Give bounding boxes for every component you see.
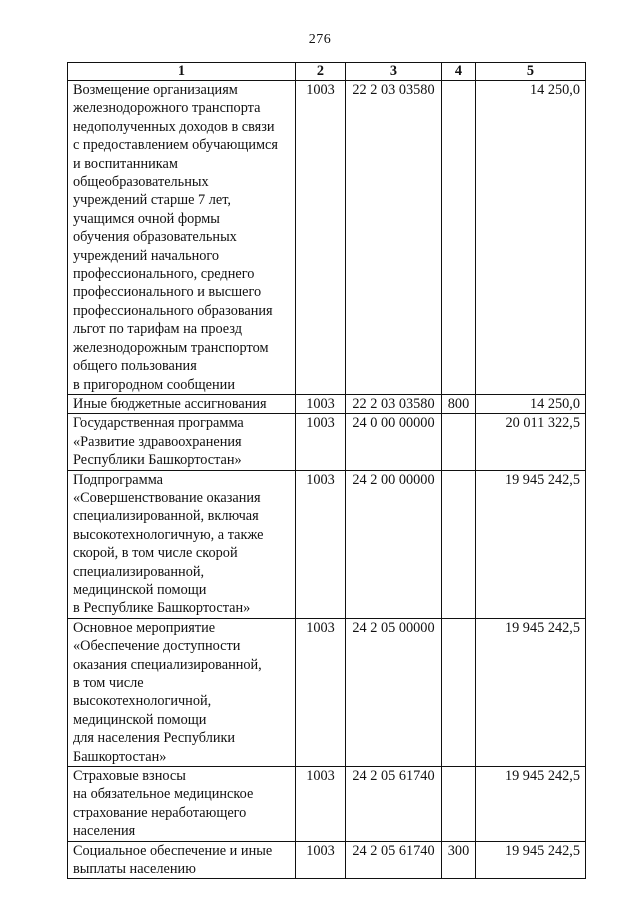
row-target-code-cell: 24 2 00 00000 — [346, 470, 442, 618]
row-name-line: выплаты населению — [73, 861, 196, 878]
row-name-line: обучения образовательных — [73, 229, 237, 246]
row-amount-cell: 20 011 322,5 — [476, 414, 586, 470]
table-row — [68, 414, 586, 470]
row-target-code-cell: 22 2 03 03580 — [346, 81, 442, 395]
header-col-2: 2 — [296, 63, 346, 81]
row-name-line: и воспитанникам — [73, 155, 178, 172]
table-row — [68, 767, 586, 842]
row-name-line: учащимся очной формы — [73, 210, 220, 227]
table-row — [68, 394, 586, 413]
row-name-line: с предоставлением обучающимся — [73, 137, 278, 154]
row-name-line: на обязательное медицинское — [73, 786, 254, 803]
budget-table — [67, 62, 586, 879]
row-expense-type-cell — [442, 618, 476, 766]
row-target-code-cell: 24 2 05 61740 — [346, 841, 442, 879]
row-name-line: в том числе — [73, 675, 144, 691]
row-name-cell — [68, 841, 296, 879]
row-section-cell: 1003 — [296, 618, 346, 766]
table-row — [68, 841, 586, 879]
table-row — [68, 618, 586, 766]
row-name-line: для населения Республики — [73, 730, 236, 747]
row-section-cell: 1003 — [296, 470, 346, 618]
row-name-line: высокотехнологичной, — [73, 693, 212, 710]
row-expense-type-cell — [442, 767, 476, 842]
row-name-line: общего пользования — [73, 358, 197, 375]
row-name-line: специализированной, — [73, 563, 205, 580]
row-amount-cell: 19 945 242,5 — [476, 841, 586, 879]
row-name-line: населения — [73, 823, 136, 840]
row-name-line: в пригородном сообщении — [73, 376, 235, 393]
row-name-line: страхование неработающего — [73, 804, 247, 821]
row-section-cell: 1003 — [296, 81, 346, 395]
row-name-line: Иные бюджетные ассигнования — [73, 395, 267, 412]
row-name-line: Основное мероприятие — [73, 619, 216, 636]
row-amount-cell: 19 945 242,5 — [476, 767, 586, 842]
row-name-line: профессионального и высшего — [73, 284, 262, 301]
row-expense-type-cell: 300 — [442, 841, 476, 879]
row-name-line: Государственная программа — [73, 415, 244, 432]
row-section-cell: 1003 — [296, 841, 346, 879]
row-section-cell: 1003 — [296, 767, 346, 842]
row-expense-type-cell: 800 — [442, 394, 476, 413]
row-name-line: скорой, в том числе скорой — [73, 545, 238, 562]
row-name-line: в Республике Башкортостан» — [73, 600, 251, 617]
row-target-code-cell: 22 2 03 03580 — [346, 394, 442, 413]
row-name-line: профессионального, среднего — [73, 266, 255, 283]
row-name-line: Возмещение организациям — [73, 82, 238, 98]
row-name-line: специализированной, включая — [73, 508, 259, 525]
row-name-line: Республики Башкортостан» — [73, 452, 242, 469]
table-header — [68, 63, 586, 81]
row-expense-type-cell — [442, 414, 476, 470]
row-name-line: учреждений старше 7 лет, — [73, 192, 231, 209]
row-name-cell — [68, 81, 296, 395]
row-target-code-cell: 24 0 00 00000 — [346, 414, 442, 470]
row-name-line: учреждений начального — [73, 247, 220, 264]
row-name-line: общеобразовательных — [73, 174, 209, 191]
row-name-line: оказания специализированной, — [73, 656, 262, 673]
row-name-line: высокотехнологичную, а также — [73, 526, 264, 543]
header-col-4: 4 — [442, 63, 476, 81]
row-name-line: медицинской помощи — [73, 711, 207, 728]
header-col-3: 3 — [346, 63, 442, 81]
row-name-line: льгот по тарифам на проезд — [73, 321, 242, 338]
row-section-cell: 1003 — [296, 414, 346, 470]
row-amount-cell: 19 945 242,5 — [476, 470, 586, 618]
table-row — [68, 81, 586, 395]
row-name-line: медицинской помощи — [73, 581, 207, 598]
row-name-line: недополученных доходов в связи — [73, 118, 275, 135]
row-name-line: «Совершенствование оказания — [73, 489, 261, 506]
row-target-code-cell: 24 2 05 61740 — [346, 767, 442, 842]
row-name-cell — [68, 414, 296, 470]
header-col-1: 1 — [68, 63, 296, 81]
row-name-line: «Развитие здравоохранения — [73, 433, 242, 450]
page-number: 276 — [308, 32, 332, 47]
row-name-line: Башкортостан» — [73, 748, 167, 765]
row-amount-cell: 14 250,0 — [476, 81, 586, 395]
header-col-5: 5 — [476, 63, 586, 81]
row-expense-type-cell — [442, 470, 476, 618]
row-name-line: Страховые взносы — [73, 768, 186, 785]
row-name-line: железнодорожным транспортом — [73, 339, 269, 356]
row-amount-cell: 14 250,0 — [476, 394, 586, 413]
row-name-cell — [68, 767, 296, 842]
row-name-line: железнодорожного транспорта — [73, 100, 261, 117]
row-name-line: Социальное обеспечение и иные — [73, 842, 273, 859]
row-name-line: профессионального образования — [73, 302, 273, 319]
table-row — [68, 470, 586, 618]
table-body — [68, 81, 586, 879]
row-amount-cell: 19 945 242,5 — [476, 618, 586, 766]
row-name-line: Подпрограмма — [73, 471, 163, 488]
row-name-cell — [68, 618, 296, 766]
row-name-cell — [68, 394, 296, 413]
row-target-code-cell: 24 2 05 00000 — [346, 618, 442, 766]
row-name-cell — [68, 470, 296, 618]
row-expense-type-cell — [442, 81, 476, 395]
row-name-line: «Обеспечение доступности — [73, 638, 241, 655]
row-section-cell: 1003 — [296, 394, 346, 413]
header-row — [68, 63, 586, 81]
